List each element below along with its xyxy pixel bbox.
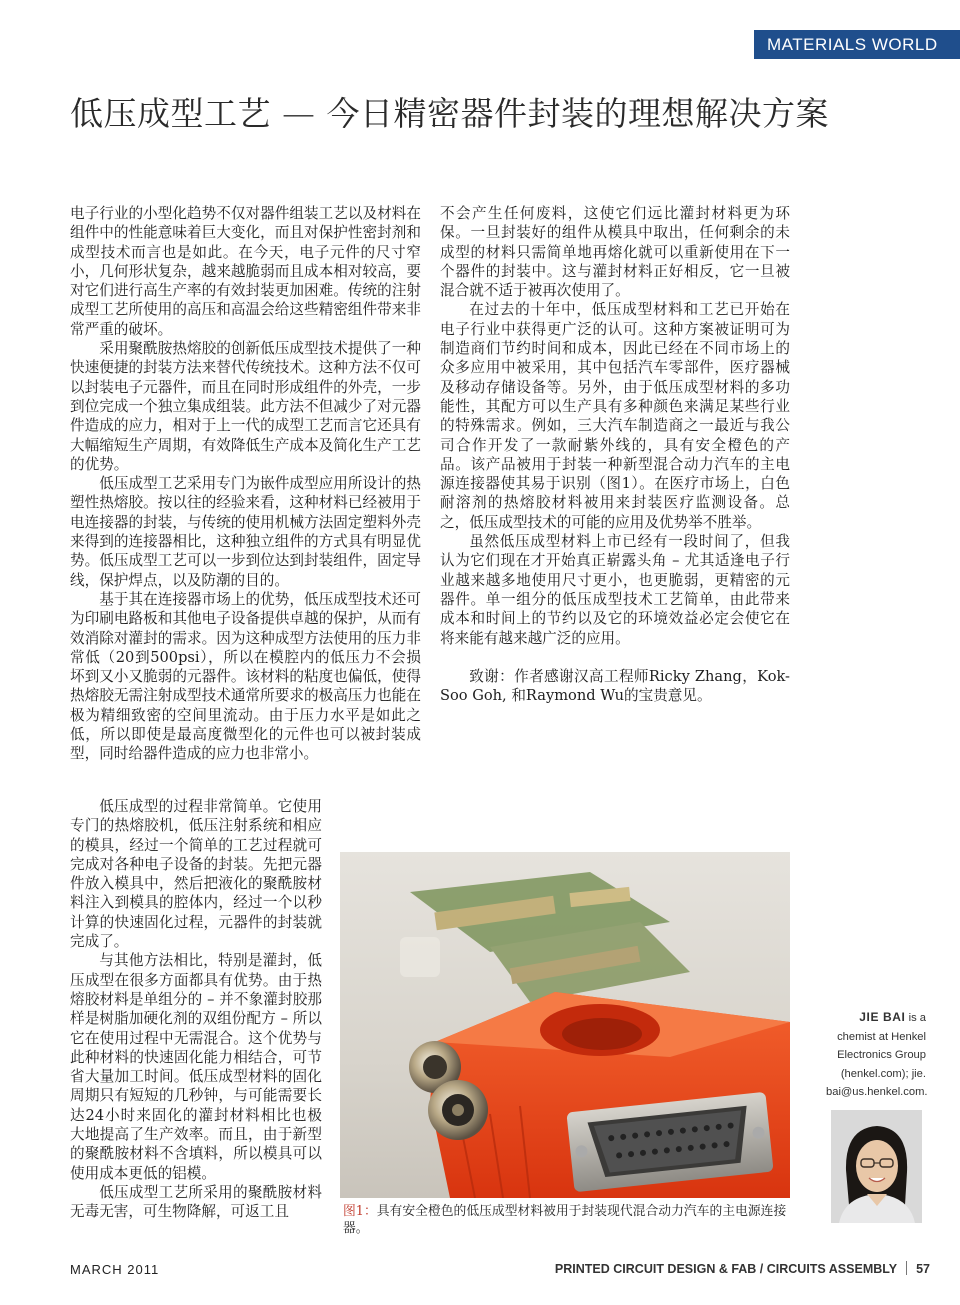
footer-publication	[555, 1261, 930, 1276]
author-bio-line: Electronics Group	[837, 1049, 926, 1061]
figure-label: 图1：	[343, 1204, 377, 1219]
paragraph: 在过去的十年中，低压成型材料和工艺已开始在电子行业中获得更广泛的认可。这种方案被证明可为制造商们节约时间和成本，因此已经在不同市场上的众多应用中被采用，其中包括汽车零部件，医疗器械及移动存储设备等。另外，由于低压成型材料的多功能性，其配方可以生产具有多种颜色来满足某些行业的特殊需求。例如，三大汽车制造商之一最近与我公司合作开发了一款耐紫外线的，具有安全橙色的产品。该产品被用于封装一种新型混合动力汽车的主电源连接器使其易于识别（图1）。在医疗市场上，白色耐溶剂的热熔胶材料被用来封装医疗监测设备。总之，低压成型技术的可能的应用及优势举不胜举。	[440, 301, 790, 531]
paragraph: 采用聚酰胺热熔胶的创新低压成型技术提供了一种快速便捷的封装方法来替代传统技术。这种方法不仅可以封装电子元器件，而且在同时形成组件的外壳，一步到位完成一个独立集成组装。此方法不但减少了对元器件造成的应力，相对于上一代的成型工艺而言它还具有大幅缩短生产周期，有效降低生产成本及简化生产工艺的优势。	[70, 340, 421, 473]
connector-photo	[340, 852, 790, 1198]
author-name: JIE BAI	[859, 1010, 906, 1024]
publication-name: PRINTED CIRCUIT DESIGN & FAB / CIRCUITS ASSEMBLY	[554, 1262, 898, 1276]
paragraph: 电子行业的小型化趋势不仅对器件组装工艺以及材料在组件中的性能意味着巨大变化，而且对保护性密封剂和成型技术而言也是如此。在今天，电子元件的尺寸窄小，几何形状复杂，越来越脆弱而且成本相对较高，要对它们进行高生产率的有效封装更加困难。传统的注射成型工艺所使用的高压和高温会给这些精密组件带来非常严重的破坏。	[70, 205, 421, 338]
acknowledgement: 致谢：作者感谢汉高工程师Ricky Zhang，Kok-Soo Goh, 和Raymond Wu的宝贵意见。	[440, 667, 790, 705]
paragraph: 与其他方法相比，特别是灌封，低压成型在很多方面都具有优势。由于热熔胶材料是单组分的 – 并不象灌封胶那样是树脂加硬化剂的双组份配方 – 所以它在使用过程中无需混合。这个优势与此种材料的快速固化能力相结合，可节省大量加工时间。低压成型材料的固化周期只有短短的几秒钟，与可能需要长达24小时来固化的灌封材料相比也极大地提高了生产效率。而且，由于新型的聚酰胺材料不含填料，所以模具可以使用成本更低的铝模。	[70, 952, 322, 1182]
author-bio-line: (henkel.com); jie.	[840, 1067, 926, 1080]
paragraph: 低压成型的过程非常简单。它使用专门的热熔胶机，低压注射系统和相应的模具，经过一个简单的工艺过程就可完成对各种电子设备的封装。先把元器件放入模具中，然后把液化的聚酰胺材料注入到模具的腔体内，经过一个以秒计算的快速固化过程，元器件的封装就完成了。	[70, 798, 322, 951]
author-bio-line: is a	[905, 1012, 926, 1024]
figure-caption	[343, 1203, 788, 1237]
left-column-bottom	[70, 797, 322, 1222]
section-tag: MATERIALS WORLD	[754, 30, 960, 59]
author-bio-line: chemist at Henkel	[837, 1030, 926, 1043]
paragraph: 虽然低压成型材料上市已经有一段时间了，但我认为它们现在才开始真正崭露头角 – 尤其适逢电子行业越来越多地使用尺寸更小，也更脆弱，更精密的元器件。单一组分的低压成型技术工艺简单，由此带来成本和时间上的节约以及它的环境效益必定会使它在将来能有越来越广泛的应用。	[440, 533, 790, 647]
footer-divider	[906, 1261, 907, 1275]
author-bio	[826, 1008, 926, 1102]
left-column-top	[70, 204, 421, 764]
paragraph: 低压成型工艺采用专门为嵌件成型应用所设计的热塑性热熔胶。按以往的经验来看，这种材料已经被用于电连接器的封装，与传统的使用机械方法固定塑料外壳来得到的连接器相比，这种独立组件的方式具有明显优势。低压成型工艺可以一步到位达到封装组件，固定导线，保护焊点，以及防潮的目的。	[70, 475, 421, 589]
paragraph: 低压成型工艺所采用的聚酰胺材料无毒无害，可生物降解，可返工且	[70, 1183, 322, 1221]
paragraph: 不会产生任何废料，这使它们远比灌封材料更为环保。一旦封装好的组件从模具中取出，任何剩余的未成型的材料只需简单地再熔化就可以重新使用在下一个器件的封装中。这与灌封材料正好相反，它一旦被混合就不适于被再次使用了。	[440, 205, 790, 300]
caption-text: 具有安全橙色的低压成型材料被用于封装现代混合动力汽车的主电源连接器。	[343, 1204, 787, 1236]
paragraph: 基于其在连接器市场上的优势，低压成型技术还可为印刷电路板和其他电子设备提供卓越的保护，从而有效消除对灌封的需求。因为这种成型方法使用的压力非常低（20到500psi），所以在模腔内的低压力不会损坏到又小又脆弱的元器件。该材料的粘度也偏低，使得热熔胶无需注射成型技术通常所要求的极高压力也能在极为精细致密的空间里流动。由于压力水平是如此之低，所以即使是最高度微型化的元件也可以被封装成型，同时给器件造成的应力也非常小。	[70, 590, 421, 763]
footer-date: MARCH 2011	[70, 1262, 160, 1277]
author-bio-line: bai@us.henkel.com.	[826, 1086, 928, 1098]
article-title: 低压成型工艺 — 今日精密器件封装的理想解决方案	[70, 94, 829, 133]
page-number: 57	[916, 1262, 930, 1276]
author-headshot	[831, 1110, 922, 1223]
right-column	[440, 204, 790, 705]
